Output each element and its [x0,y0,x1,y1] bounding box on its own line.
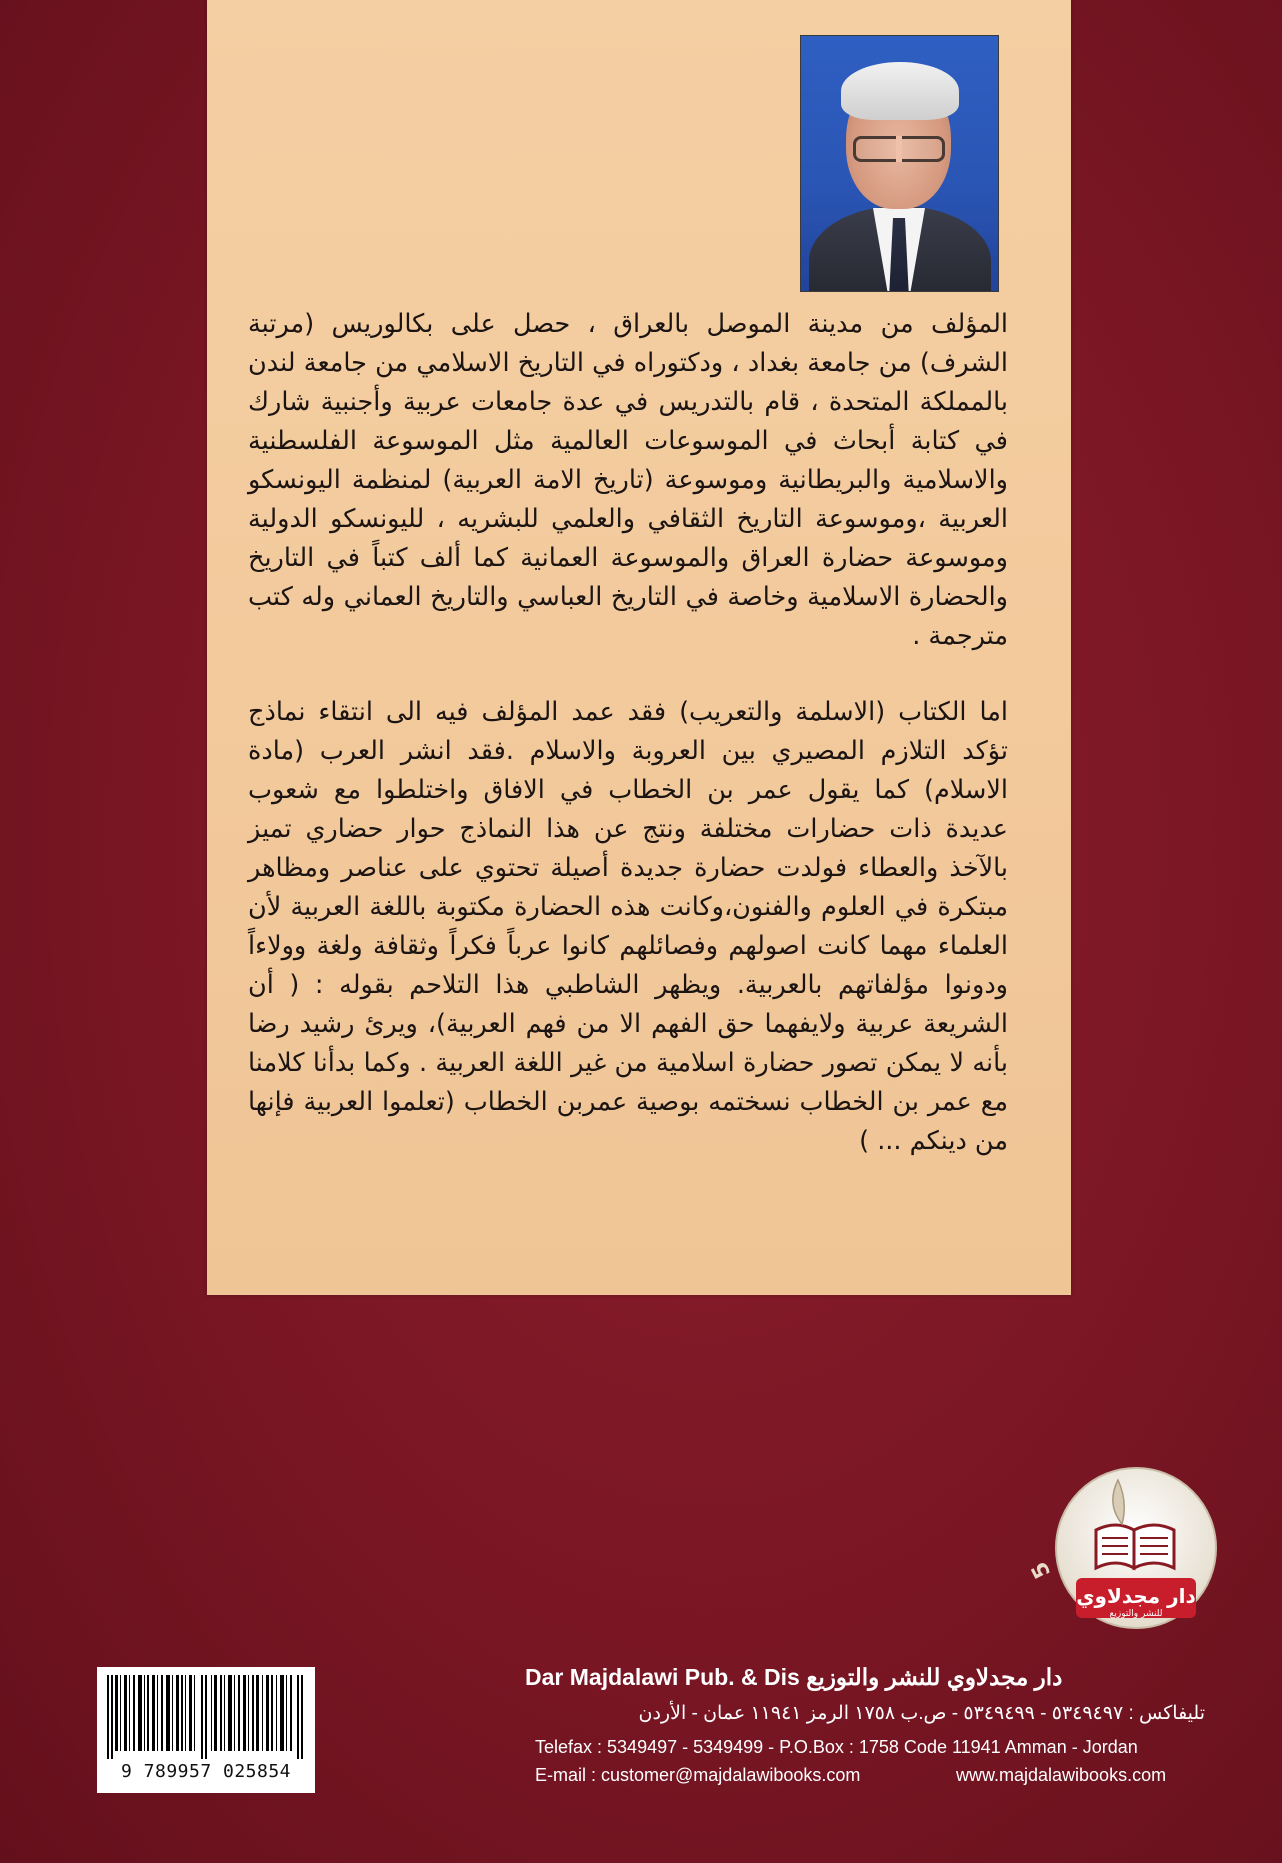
publisher-telefax: Telefax : 5349497 - 5349499 - P.O.Box : 1758 Code 11941 Amman - Jordan [535,1737,1138,1757]
isbn-barcode [97,1667,315,1793]
logo-subtitle: للنشر والتوزيع [1109,1609,1163,1619]
book-description: اما الكتاب (الاسلمة والتعريب) فقد عمد المؤلف فيه الى انتقاء نماذج تؤكد التلازم المصيري بين العروبة والاسلام .فقد انشر العرب (مادة الاسلام) كما يقول عمر بن الخطاب في الافاق واختلطوا مع شعوب عديدة ذات حضارات مختلفة ونتج عن هذا النماذج حوار حضاري تميز بالآخذ والعطاء فولدت حضارة جديدة أصيلة تحتوي على عناصر ومظاهر مبتكرة في العلوم والفنون،وكانت هذه الحضارة مكتوبة باللغة العربية لأن العلماء مهما كانت اصولهم وفصائلهم كانوا عرباً فكراً وثقافة ولغة وولاءاً ودونوا مؤلفاتهم بالعربية. ويظهر الشاطبي هذا التلاحم بقوله : ( أن الشريعة عربية ولايفهما حق الفهم الا من فهم العربية)، ويرئ رشيد رضا بأنه لا يمكن تصور حضارة اسلامية من غير اللغة العربية . وكما بدأنا كلامنا مع عمر بن الخطاب نسختمه بوصية عمربن الخطاب (تعلموا العربية فإنها من دينكم ... ) [248,697,1008,1156]
author-bio: المؤلف من مدينة الموصل بالعراق ، حصل على بكالوريس (مرتبة الشرف) من جامعة بغداد ، ودكتوراه في التاريخ الاسلامي من جامعة لندن بالمملكة المتحدة ، قام بالتدريس في عدة جامعات عربية وأجنبية شارك في كتابة أبحاث في الموسوعات العالمية مثل الموسوعة الفلسطنية والاسلامية والبريطانية وموسوعة (تاريخ الامة العربية) لمنظمة اليونسكو العربية ،وموسوعة التاريخ الثقافي والعلمي للبشريه ، لليونسكو الدولية وموسوعة حضارة العراق والموسوعة العمانية كما ألف كتباً في التاريخ والحضارة الاسلامية وخاصة في التاريخ العباسي والتاريخ العماني وله كتب مترجمة . [248,309,1008,651]
publisher-logo [1018,1418,1248,1648]
publisher-contact-arabic: تليفاكس : ٥٣٤٩٤٩٧ - ٥٣٤٩٤٩٩ - ص.ب ١٧٥٨ الرمز ١١٩٤١ عمان - الأردن [638,1703,1205,1724]
logo-arc-text: 5 [1026,1557,1057,1583]
barcode-bars [105,1675,307,1759]
logo-name: دار مجدلاوي [1076,1584,1196,1608]
publisher-email[interactable]: E-mail : customer@majdalawibooks.com [535,1765,861,1785]
publisher-logo-graphic [1018,1418,1248,1648]
publisher-website[interactable]: www.majdalawibooks.com [956,1765,1167,1785]
author-photo [800,35,999,292]
isbn-number: 9 789957 025854 [120,1761,292,1782]
publisher-name: Dar Majdalawi Pub. & Dis دار مجدلاوي للنشر والتوزيع [525,1664,1063,1690]
svg-text:35 عاماً من العطاء [1018,1418,1056,1582]
